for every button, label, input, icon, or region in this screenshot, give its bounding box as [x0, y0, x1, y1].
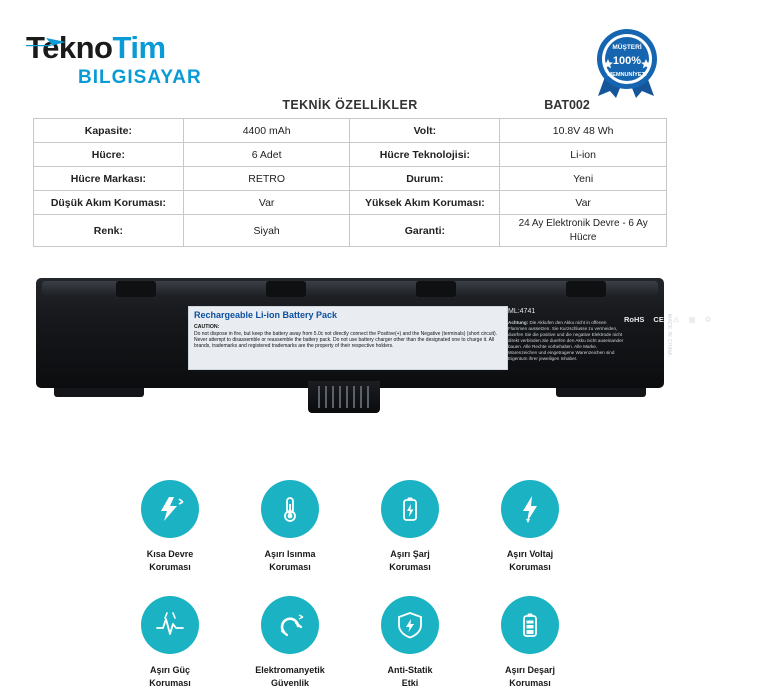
bolt-glyph [515, 494, 545, 524]
achtung-text: Die Akkufen den Akku nicht in offenen Flammen aussetzen. Sie Kurzschlusse zu vermeiden, dusrfen Sie die positive und die negative Elektrode nicht direkt verbinden.Sie duerfen den Akku nicht auseinander bauen. Alle Rechte vorbehalten. Alle Marke, Warenzeichen und eingetragene Warenzeichen sind Eigentum ihrer jeweiligen Inhaber. [508, 320, 624, 361]
overvoltage-bolt-icon [501, 480, 559, 538]
feature-caption-line2: Koruması [509, 562, 551, 573]
feature-item-overvoltage [470, 480, 590, 574]
battery-foot [556, 388, 646, 397]
spec-value: Siyah [183, 215, 350, 247]
feature-caption-line2: Koruması [149, 562, 191, 573]
battery-connector [308, 381, 380, 413]
spec-label: Düşük Akım Koruması: [34, 191, 184, 215]
rohs-icon: RoHS [624, 314, 645, 324]
spec-value: 4400 mAh [183, 119, 350, 143]
power-pulse-icon [141, 596, 199, 654]
table-row [34, 143, 667, 167]
badge-icon [584, 26, 670, 98]
table-row [34, 119, 667, 143]
battery-notch [116, 281, 156, 297]
battery-body [36, 278, 712, 388]
feature-caption-line2: Etki [401, 678, 419, 689]
shield-icon [381, 596, 439, 654]
table-row [34, 215, 667, 247]
feature-caption-line1: Elektromanyetik [255, 665, 325, 676]
feature-caption-line1: Anti-Statik [387, 665, 433, 676]
product-image-battery [36, 278, 712, 418]
feature-caption-line2: Koruması [269, 562, 311, 573]
feature-item-overdischarge [470, 596, 590, 690]
recycle-icon: ♻ [704, 314, 712, 324]
feature-caption-line2: Koruması [509, 678, 551, 689]
feature-caption-line2: Koruması [389, 562, 431, 573]
feature-caption-line1: Aşırı Şarj [390, 549, 430, 559]
brand-name-part2: Tim [112, 30, 166, 65]
short-circuit-icon [141, 480, 199, 538]
feature-caption-line1: Aşırı Voltaj [506, 549, 554, 559]
spec-label: Garanti: [350, 215, 500, 247]
battery-charge-glyph [395, 494, 425, 524]
feature-caption-line2: Koruması [149, 678, 191, 689]
feature-caption-line2: Güvenlik [270, 678, 309, 689]
warning-icon: ⚠ [672, 314, 680, 324]
battery-right-panel [508, 306, 712, 370]
spec-label: Hücre Markası: [34, 167, 184, 191]
brand-name-part1: Tekno [26, 30, 113, 65]
swoosh-icon [26, 36, 66, 48]
feature-row-1 [110, 480, 590, 574]
caution-text: Do not dispose in fire, but keep the battery away from 5.0c not directly connect the Positive(+) and the Negative (terminals) (short circuit). Never attempt to disassemble or reassemble the battery pack. Do not use battery charger other than the designated one to charge it. All brands, trademarks and registered trademarks are the property of their respective holders. [194, 330, 498, 350]
battery-notch [266, 281, 306, 297]
thermometer-icon [261, 480, 319, 538]
spec-value: Yeni [500, 167, 667, 191]
overcharge-battery-icon [381, 480, 439, 538]
spec-label: Durum: [350, 167, 500, 191]
feature-caption-line1: Aşırı Güç [149, 665, 190, 676]
shield-glyph [395, 610, 425, 640]
short-circuit-glyph [155, 494, 185, 524]
battery-label [188, 306, 508, 370]
feature-icons-section [110, 480, 590, 690]
badge-bottom-text: MEMNUNİYETİ [607, 72, 647, 78]
spec-table-title: TEKNİK ÖZELLİKLER [282, 98, 418, 112]
battery-compliance-marks [624, 304, 774, 334]
page-header [0, 0, 700, 96]
feature-item-overcharge [350, 480, 470, 574]
spec-value: 6 Adet [183, 143, 350, 167]
caution-heading: CAUTION: [194, 324, 220, 331]
feature-item-overheat [230, 480, 350, 574]
spec-value: Var [183, 191, 350, 215]
feature-item-short-circuit [110, 480, 230, 574]
spec-label: Hücre: [34, 143, 184, 167]
pulse-glyph [154, 610, 186, 640]
battery-foot [54, 388, 144, 397]
battery-notch [566, 281, 606, 297]
battery-model: ML:4741 [508, 308, 536, 315]
spec-value: Var [500, 191, 667, 215]
table-row [34, 191, 667, 215]
feature-caption-line1: Aşırı Isınma [264, 549, 316, 559]
spec-value: 24 Ay Elektronik Devre - 6 Ay Hücre [500, 215, 667, 247]
ce-icon: CE [653, 314, 664, 324]
magnet-glyph [275, 610, 305, 640]
spec-label: Hücre Teknolojisi: [350, 143, 500, 167]
magnet-icon [261, 596, 319, 654]
achtung-heading: Achtung: [508, 320, 529, 325]
feature-item-electromagnetic [230, 596, 350, 690]
feature-item-overpower [110, 596, 230, 690]
badge-top-text: MÜŞTERİ [612, 44, 642, 51]
spec-label: Renk: [34, 215, 184, 247]
brand-logo [26, 32, 256, 92]
spec-value: Li-ion [500, 143, 667, 167]
badge-center-text: 100% [612, 55, 642, 67]
feature-caption-line1: Kısa Devre [146, 549, 194, 559]
thermometer-glyph [275, 494, 305, 524]
quality-badge [584, 26, 670, 98]
battery-caution-block [194, 324, 502, 349]
feature-caption-line1: Aşırı Deşarj [504, 665, 556, 676]
made-in-label: MADE IN CHINA. [666, 314, 672, 358]
spec-label: Yüksek Akım Koruması: [350, 191, 500, 215]
battery-notch [416, 281, 456, 297]
crossed-bin-icon: ▣ [688, 314, 696, 324]
table-row [34, 167, 667, 191]
product-code: BAT002 [544, 98, 590, 112]
battery-level-glyph [515, 610, 545, 640]
feature-row-2 [110, 596, 590, 690]
spec-value: 10.8V 48 Wh [500, 119, 667, 143]
achtung-block [508, 320, 626, 362]
spec-table [33, 118, 667, 247]
brand-subtitle: BILGISAYAR [78, 67, 202, 88]
feature-item-antistatic [350, 596, 470, 690]
battery-label-title: Rechargeable Li-ion Battery Pack [194, 310, 338, 320]
battery-level-icon [501, 596, 559, 654]
spec-label: Volt: [350, 119, 500, 143]
spec-value: RETRO [183, 167, 350, 191]
spec-label: Kapasite: [34, 119, 184, 143]
